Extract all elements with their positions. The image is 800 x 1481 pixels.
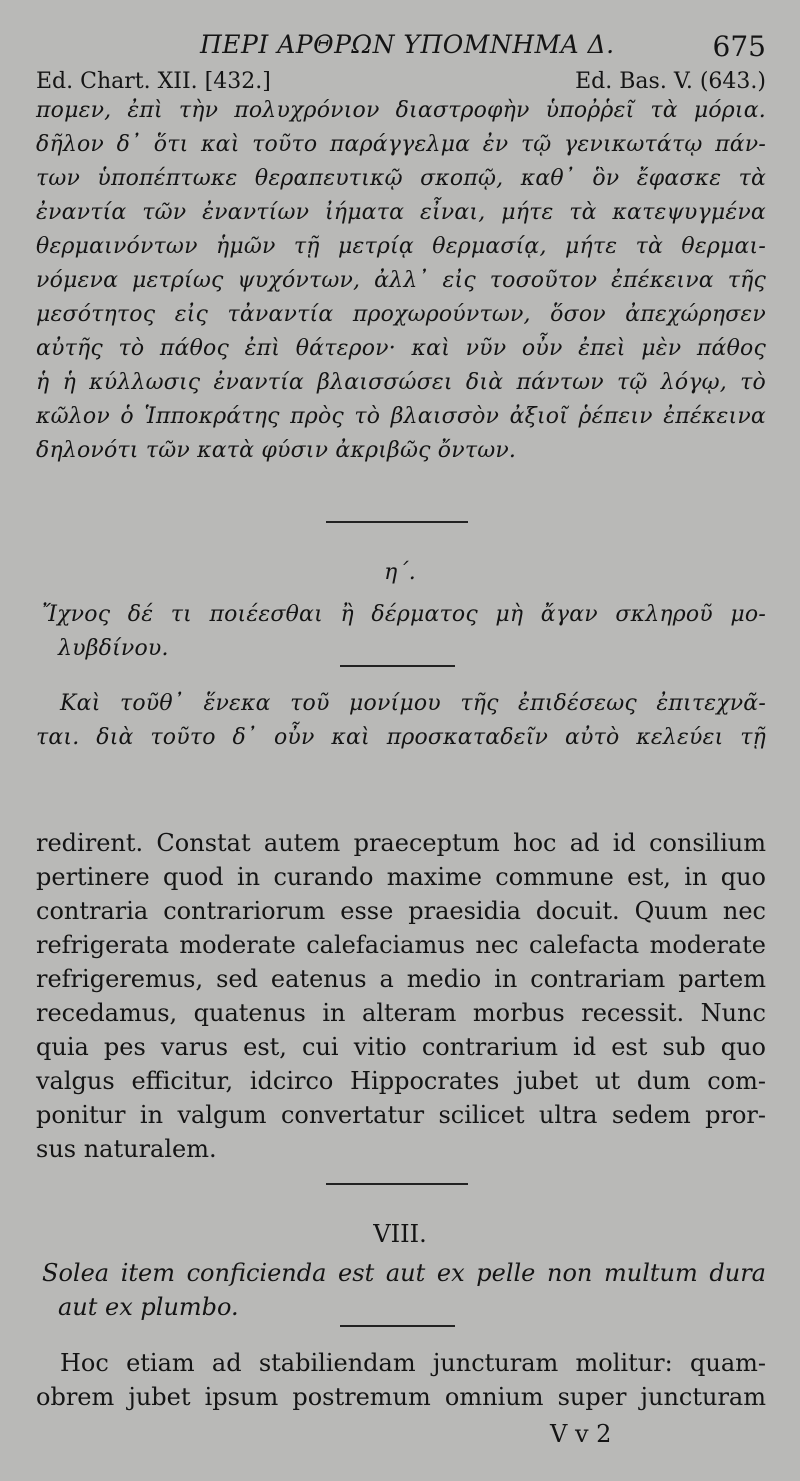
- greek-commentary: [36, 94, 766, 468]
- text-line: αὐτῆς τὸ πάθος ἐπὶ θάτερον· καὶ νῦν οὖν ἐπεὶ μὲν πάθος: [36, 336, 766, 361]
- text-line: θερμαινόντων ἡμῶν τῇ μετρίᾳ θερμασίᾳ, μήτε τὰ θερμαι-: [36, 234, 766, 259]
- text-line: των ὑποπέπτωκε θεραπευτικῷ σκοπῷ, καθ᾽ ὃν ἔφασκε τὰ: [36, 166, 766, 191]
- text-line: aut ex plumbo.: [58, 1293, 239, 1321]
- running-head: ΠΕΡΙ ΑΡΘΡΩΝ ΥΠΟΜΝΗΜΑ Δ.: [200, 30, 615, 59]
- text-line: quia pes varus est, cui vitio contrarium id est sub quo: [36, 1033, 766, 1061]
- text-line: refrigeremus, sed eatenus a medio in contrariam partem: [36, 965, 766, 993]
- text-line: redirent. Constat autem praeceptum hoc ad id consilium: [36, 829, 766, 857]
- section-divider: [326, 1183, 468, 1185]
- text-line: λυβδίνου.: [58, 636, 169, 661]
- text-line: δῆλον δ᾽ ὅτι καὶ τοῦτο παράγγελμα ἐν τῷ γενικωτάτῳ πάν-: [36, 132, 766, 157]
- text-line: ται. διὰ τοῦτο δ᾽ οὖν καὶ προσκαταδεῖν αὐτὸ κελεύει τῇ: [36, 725, 766, 750]
- text-line: πομεν, ἐπὶ τὴν πολυχρόνιον διαστροφὴν ὑποῤῥεῖ τὰ μόρια.: [36, 98, 766, 123]
- lemma-divider: [340, 1325, 455, 1327]
- edition-reference-chartier: Ed. Chart. XII. [432.]: [36, 69, 271, 94]
- text-line: Ἴχνος δέ τι ποιέεσθαι ἢ δέρματος μὴ ἄγαν σκληροῦ μο-: [42, 602, 766, 627]
- text-line: κῶλον ὁ Ἱπποκράτης πρὸς τὸ βλαισσὸν ἀξιοῖ ῥέπειν ἐπέκεινα: [36, 404, 766, 429]
- text-line: Solea item conficienda est aut ex pelle non multum dura: [42, 1259, 766, 1287]
- text-line: ἐναντία τῶν ἐναντίων ἰήματα εἶναι, μήτε τὰ κατεψυγμένα: [36, 200, 766, 225]
- latin-commentary-continued: [36, 1346, 766, 1414]
- text-line: Καὶ τοῦθ᾽ ἕνεκα τοῦ μονίμου τῆς ἐπιδέσεως ἐπιτεχνᾶ-: [60, 691, 766, 716]
- text-line: contraria contrariorum esse praesidia docuit. Quum nec: [36, 897, 766, 925]
- text-line: Hoc etiam ad stabiliendam juncturam molitur: quam-: [60, 1349, 766, 1377]
- page-number: 675: [712, 30, 766, 63]
- edition-reference-basel: Ed. Bas. V. (643.): [575, 69, 766, 94]
- latin-section-number: VIII.: [373, 1220, 427, 1248]
- latin-commentary: [36, 826, 766, 1166]
- latin-lemma: [36, 1256, 766, 1324]
- signature-mark: V v 2: [550, 1420, 612, 1448]
- text-line: νόμενα μετρίως ψυχόντων, ἀλλ᾽ εἰς τοσοῦτον ἐπέκεινα τῆς: [36, 268, 766, 293]
- greek-commentary-continued: [36, 687, 766, 755]
- text-line: obrem jubet ipsum postremum omnium super juncturam: [36, 1383, 766, 1411]
- text-line: μεσότητος εἰς τἀναντία προχωρούντων, ὅσον ἀπεχώρησεν: [36, 302, 766, 327]
- text-line: recedamus, quatenus in alteram morbus recessit. Nunc: [36, 999, 766, 1027]
- text-line: refrigerata moderate calefaciamus nec calefacta moderate: [36, 931, 766, 959]
- greek-section-number: η΄.: [384, 560, 416, 585]
- text-line: sus naturalem.: [36, 1135, 217, 1163]
- text-line: ἡ ἡ κύλλωσις ἐναντία βλαισσώσει διὰ πάντων τῷ λόγῳ, τὸ: [36, 370, 766, 395]
- text-line: pertinere quod in curando maxime commune est, in quo: [36, 863, 766, 891]
- greek-lemma: [36, 598, 766, 666]
- text-line: δηλονότι τῶν κατὰ φύσιν ἀκριβῶς ὄντων.: [36, 438, 517, 463]
- text-line: valgus efficitur, idcirco Hippocrates jubet ut dum com-: [36, 1067, 766, 1095]
- text-line: ponitur in valgum convertatur scilicet ultra sedem pror-: [36, 1101, 766, 1129]
- lemma-divider: [340, 665, 455, 667]
- section-divider: [326, 521, 468, 523]
